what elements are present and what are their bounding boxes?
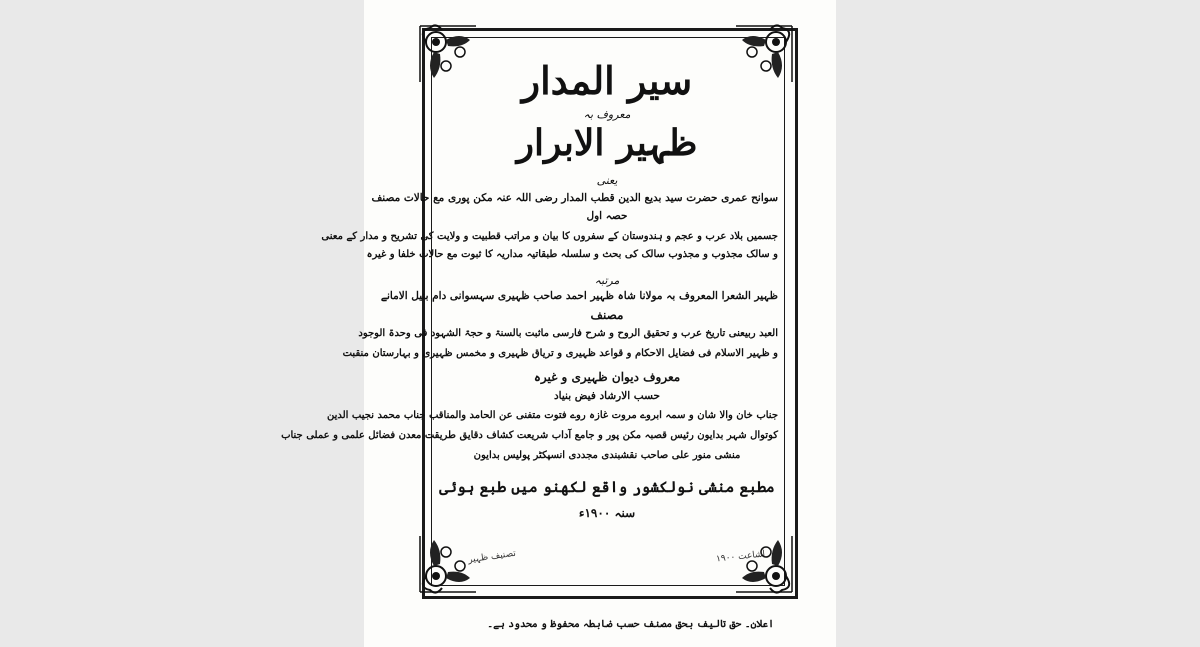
diwan-line: معروف دیوان ظہیری و غیرہ bbox=[533, 370, 681, 384]
compiled-by-label: مرتبہ bbox=[594, 274, 620, 287]
volume-label: حصہ اول bbox=[586, 210, 628, 222]
copyright-notice: اعلان۔ حق تالیف بحق مصنف حسب ضابطہ محفوظ و محدود ہے۔ bbox=[487, 619, 774, 630]
title-page-content bbox=[281, 58, 778, 588]
patron-line: کوتوال شہر بدایون رئیس قصبہ مکن پور و جامع آداب شریعت کشاف دقایق طریقت معدن فضائل علمی و عملی جناب bbox=[281, 430, 778, 441]
compiler-name: ظہیر الشعرا المعروف بہ مولانا شاہ ظہیر احمد صاحب ظہیری سہسوانی دام بنیل الامانے bbox=[380, 290, 778, 302]
book-subtitle: ظہیر الابرار bbox=[516, 122, 698, 164]
document-page bbox=[281, 0, 836, 647]
author-works-label: مصنف bbox=[590, 308, 624, 322]
press-imprint: مطبع منشی نولکشور واقع لکھنو میں طبع ہوئی bbox=[439, 478, 775, 496]
by-order-label: حسب الارشاد فیض بنیاد bbox=[554, 390, 660, 402]
margin-note: تصنیف ظہیر bbox=[467, 548, 517, 566]
description-line: و سالک مجذوب و مجذوب سالک کی بحث و سلسلہ طبقاتیہ مداریہ کا ثبوت مع حالات خلفا و غیرہ bbox=[366, 249, 778, 260]
description-line: جسمیں بلاد عرب و عجم و ہندوستان کے سفروں کا بیان و مراتب قطبیت و ولایت کی تشریح و مدار کے معنی bbox=[321, 231, 778, 242]
namely-label: یعنی bbox=[596, 174, 618, 187]
description-line: سوانح عمری حضرت سید بدیع الدین قطب المدار رضی اللہ عنہ مکن پوری مع حالات مصنف bbox=[371, 192, 778, 204]
works-line: العبد ربیعنی تاریخ عرب و تحقیق الروح و شرح فارسی ماثبت بالسنۃ و حجۃ الشہود فی وحدۃ الوجود bbox=[358, 328, 778, 339]
known-as-label: معروف بہ bbox=[583, 108, 631, 121]
publication-year: سنہ ۱۹۰۰ء bbox=[578, 506, 636, 520]
patron-line: جناب خان والا شان و سمہ ابروے مروت غازہ روے فتوت متفنی عن الحامد والمناقب جناب محمد نجیب الدین bbox=[326, 410, 778, 421]
patron-line: منشی منور علی صاحب نقشبندی مجددی انسپکٹر پولیس بدایون bbox=[473, 450, 741, 461]
works-line: و ظہیر الاسلام فی فضایل الاحکام و قواعد ظہیری و تریاق ظہیری و مخمس ظہیری و بہارستان منقبت bbox=[342, 348, 778, 359]
margin-number: اشاعت ۱۹۰۰ bbox=[715, 549, 766, 565]
book-title: سیر المدار bbox=[521, 58, 693, 103]
